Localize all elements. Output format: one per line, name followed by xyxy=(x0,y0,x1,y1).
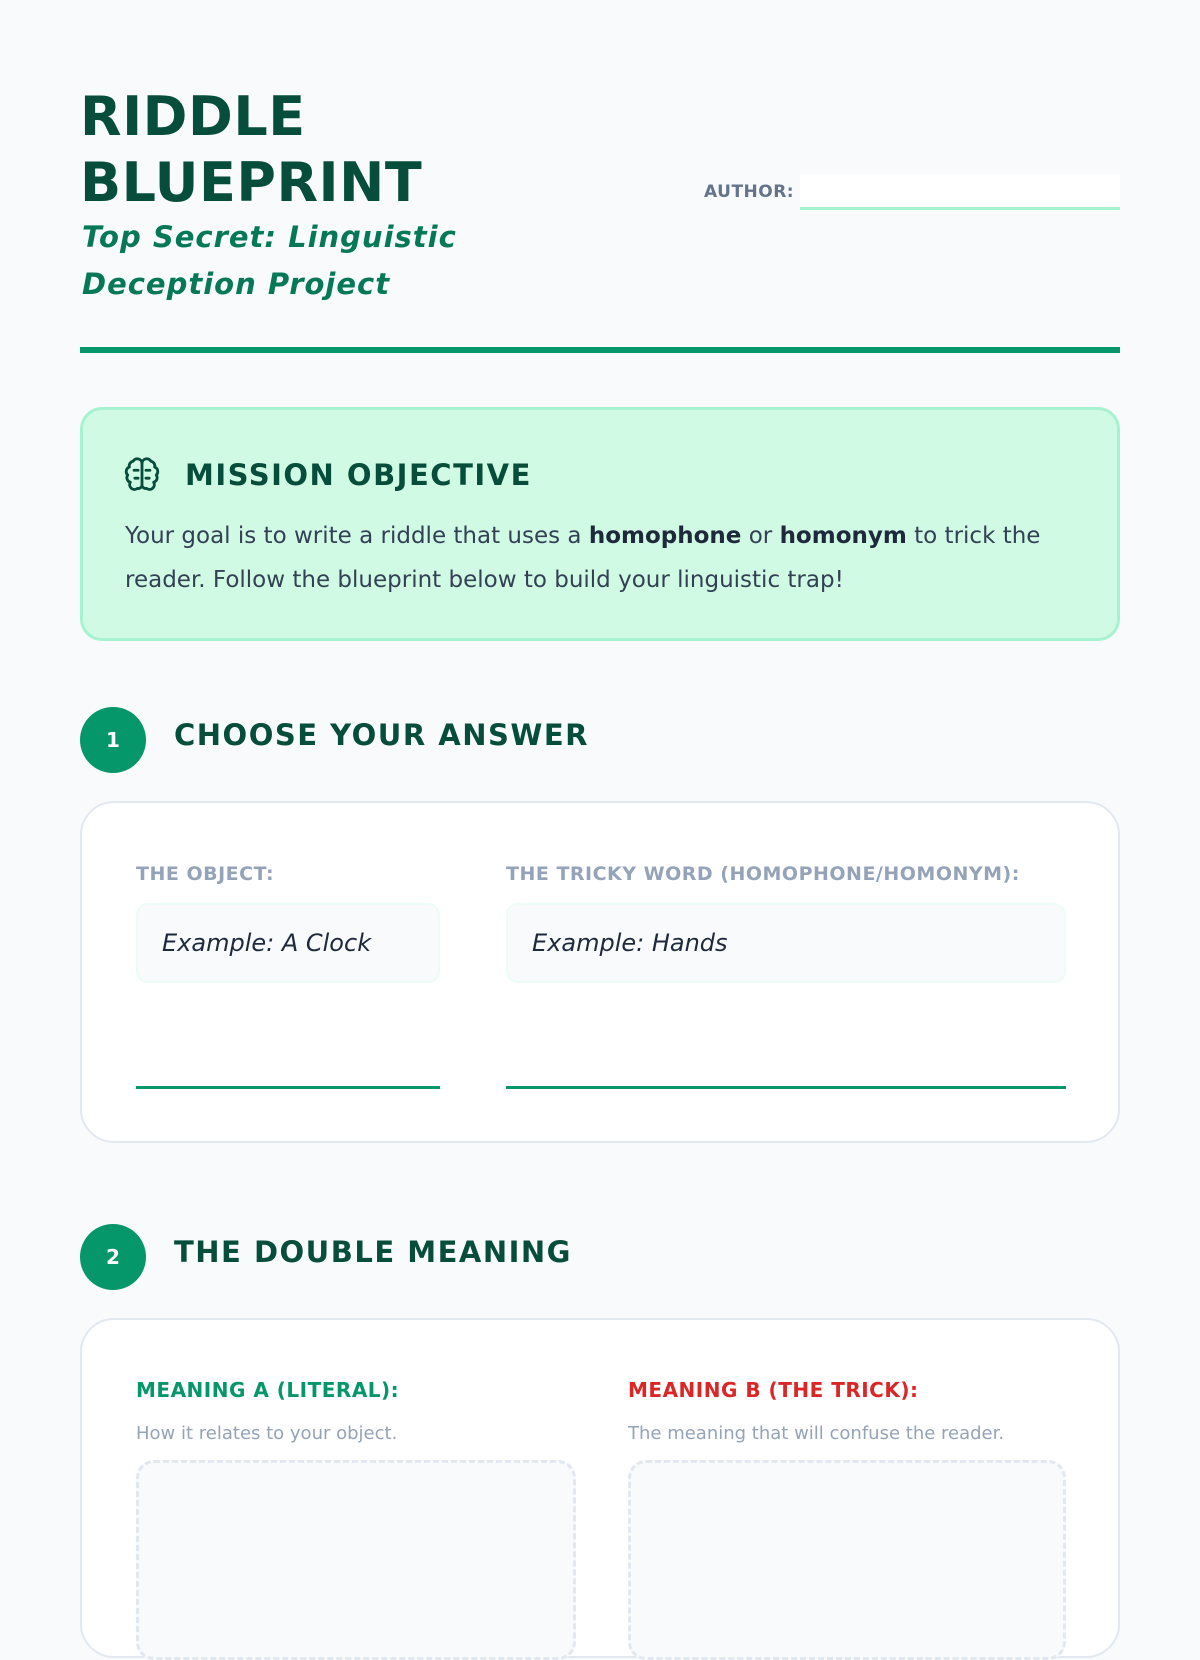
author-input[interactable] xyxy=(800,174,1120,210)
mission-text xyxy=(125,514,1085,602)
mission-title: MISSION OBJECTIVE xyxy=(185,458,532,492)
brain-icon xyxy=(123,456,161,494)
meaning-a-hint: How it relates to your object. xyxy=(136,1423,398,1444)
meaning-a-box[interactable] xyxy=(136,1460,576,1660)
title-line-2: BLUEPRINT xyxy=(80,151,423,214)
title-line-1: RIDDLE xyxy=(80,85,306,148)
double-meaning-card xyxy=(80,1318,1120,1658)
meaning-b-label: MEANING B (THE TRICK): xyxy=(628,1378,919,1402)
mission-text-mid: or xyxy=(741,523,780,549)
step-2-badge: 2 xyxy=(80,1224,146,1290)
meaning-b-box[interactable] xyxy=(628,1460,1066,1660)
object-label: THE OBJECT: xyxy=(136,863,275,885)
meaning-a-label: MEANING A (LITERAL): xyxy=(136,1378,400,1402)
page-title xyxy=(80,84,422,216)
page-subtitle: Top Secret: Linguistic Deception Project xyxy=(82,220,457,301)
header-divider xyxy=(80,347,1120,353)
tricky-word-answer-line[interactable] xyxy=(506,1086,1066,1089)
section-1-title: CHOOSE YOUR ANSWER xyxy=(174,718,589,752)
object-example: Example: A Clock xyxy=(136,903,440,983)
step-1-badge: 1 xyxy=(80,707,146,773)
homonym-term: homonym xyxy=(779,523,907,549)
author-label: AUTHOR: xyxy=(704,182,795,202)
choose-answer-card xyxy=(80,801,1120,1143)
tricky-word-label: THE TRICKY WORD (HOMOPHONE/HOMONYM): xyxy=(506,863,1020,885)
mission-text-start: Your goal is to write a riddle that uses a xyxy=(125,523,589,549)
section-2-title: THE DOUBLE MEANING xyxy=(174,1235,572,1269)
object-answer-line[interactable] xyxy=(136,1086,440,1089)
tricky-word-example: Example: Hands xyxy=(506,903,1066,983)
mission-text-end: to trick the reader. Follow the blueprint below to build your linguistic trap! xyxy=(125,523,1041,593)
homophone-term: homophone xyxy=(588,523,742,549)
mission-objective-card xyxy=(80,407,1120,641)
meaning-b-hint: The meaning that will confuse the reader. xyxy=(628,1423,1005,1444)
